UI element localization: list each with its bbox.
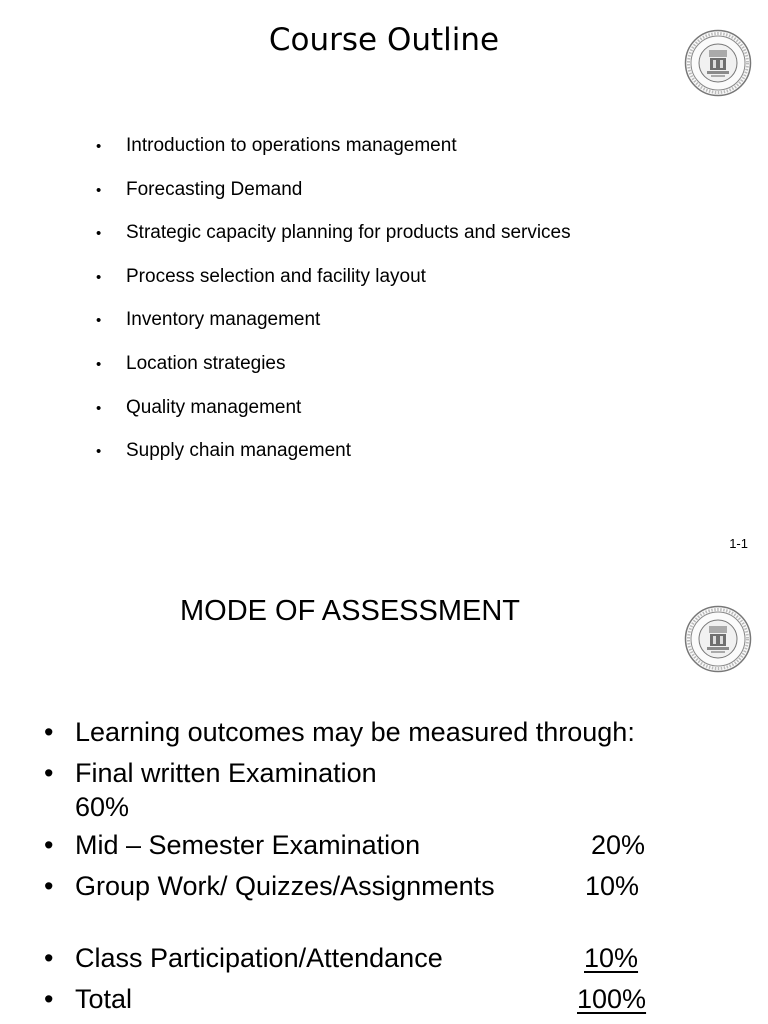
- university-seal-logo: [684, 29, 752, 97]
- assessment-weight: 10%: [585, 871, 640, 901]
- assessment-label: Final written Examination: [75, 758, 377, 788]
- topic-item: [96, 131, 457, 161]
- bullet: •: [96, 312, 102, 329]
- assessment-item: [44, 828, 744, 862]
- topic-text: Inventory management: [126, 309, 321, 330]
- assessment-item: [44, 715, 744, 749]
- assessment-weight: 10%: [584, 943, 639, 973]
- topic-text: Process selection and facility layout: [126, 266, 426, 287]
- bullet: •: [44, 717, 54, 747]
- assessment-label: Total: [75, 984, 133, 1014]
- bullet: •: [96, 356, 102, 373]
- assessment-item: [44, 756, 744, 824]
- bullet: •: [96, 400, 102, 417]
- slide-title-mode-of-assessment: MODE OF ASSESSMENT: [180, 595, 520, 627]
- bullet: •: [96, 225, 102, 242]
- topic-text: Supply chain management: [126, 440, 351, 461]
- assessment-item: [44, 941, 744, 975]
- assessment-weight: 20%: [591, 830, 646, 860]
- bullet: •: [44, 830, 54, 860]
- topic-text: Forecasting Demand: [126, 179, 303, 200]
- bullet: •: [44, 984, 54, 1014]
- assessment-label: Group Work/ Quizzes/Assignments: [75, 871, 495, 901]
- slide-title-course-outline: Course Outline: [268, 22, 500, 58]
- topic-text: Quality management: [126, 397, 302, 418]
- university-seal-logo: [684, 605, 752, 673]
- assessment-item: [44, 982, 744, 1016]
- bullet: •: [96, 443, 102, 460]
- topic-text: Location strategies: [126, 353, 286, 374]
- bullet: •: [96, 138, 102, 155]
- bullet: •: [44, 943, 54, 973]
- topic-text: Introduction to operations management: [126, 135, 457, 156]
- assessment-weight: 100%: [577, 984, 647, 1014]
- topic-item: [96, 436, 351, 466]
- assessment-item: [44, 869, 744, 903]
- topic-item: [96, 262, 426, 292]
- assessment-label: Class Participation/Attendance: [75, 943, 443, 973]
- topic-item: [96, 218, 571, 248]
- page-number: 1-1: [729, 536, 748, 551]
- topic-item: [96, 393, 301, 423]
- bullet: •: [44, 871, 54, 901]
- bullet: •: [96, 182, 102, 199]
- assessment-label: Learning outcomes may be measured through:: [75, 717, 635, 747]
- topic-item: [96, 175, 302, 205]
- topic-text: Strategic capacity planning for products and services: [126, 222, 571, 243]
- bullet: •: [44, 758, 54, 788]
- bullet: •: [96, 269, 102, 286]
- assessment-weight: 60%: [75, 792, 130, 822]
- topic-item: [96, 349, 286, 379]
- topic-item: [96, 305, 320, 335]
- assessment-label: Mid – Semester Examination: [75, 830, 421, 860]
